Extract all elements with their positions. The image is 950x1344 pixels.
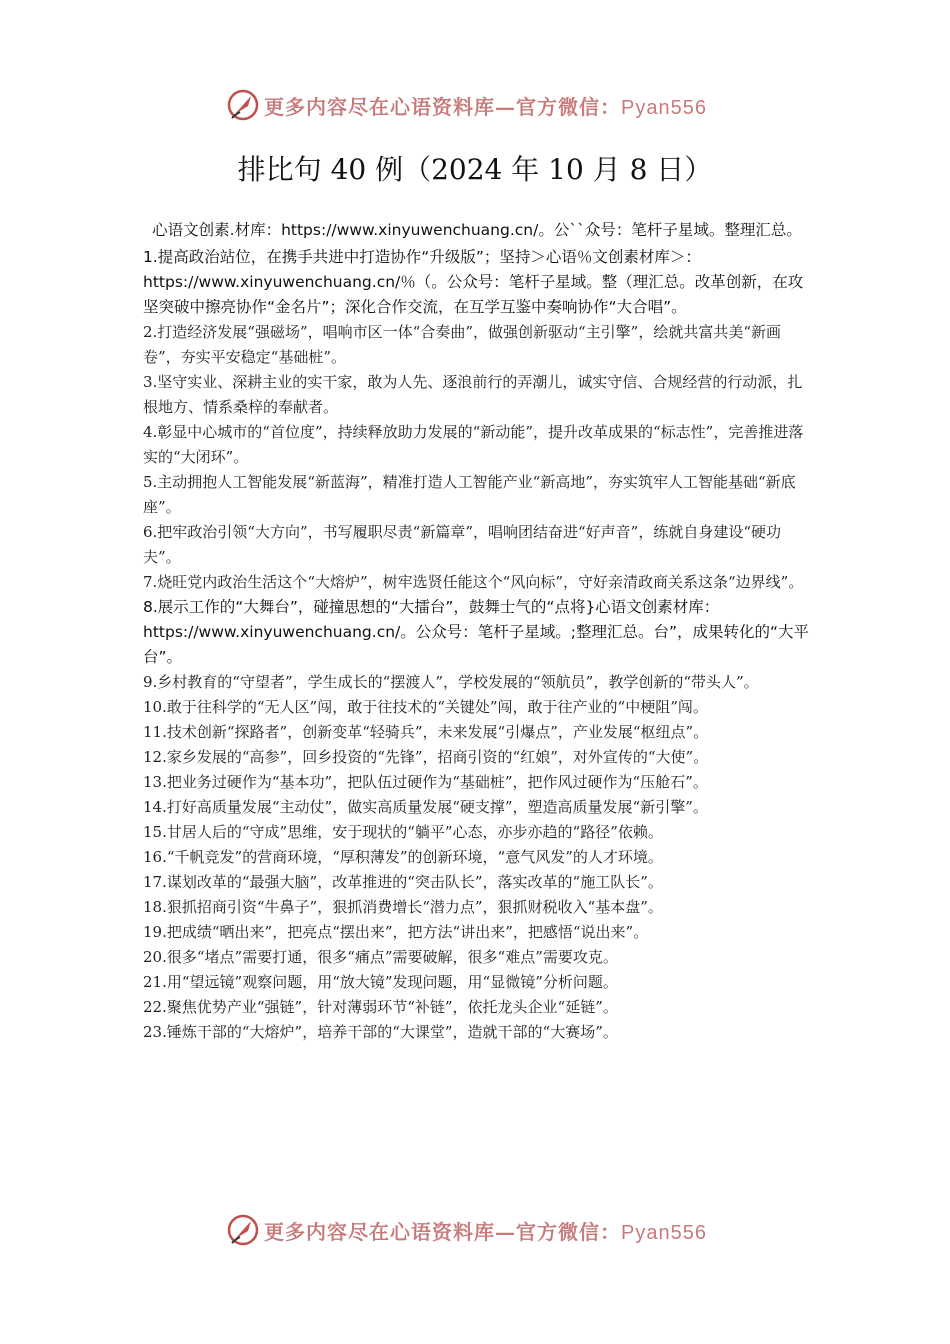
footer-banner [0,1209,950,1249]
list-item: 19.把成绩“晒出来”，把亮点“摆出来”，把方法“讲出来”，把感悟“说出来”。 [143,923,649,941]
feather-pen-logo-icon [226,1213,260,1247]
list-item: 10.敢于往科学的“无人区”闯，敢于往技术的“关键处”闯，敢于往产业的“中梗阻”闯。 [143,698,708,716]
list-item: 3.坚守实业、深耕主业的实干家，敢为人先、逐浪前行的弄潮儿，诚实守信、合规经营的行动派，扎根地方、情系桑梓的奉献者。 [143,373,803,416]
wechat-id: Pyan556 [621,1221,707,1244]
list-item: 15.甘居人后的“守成”思维，安于现状的“躺平”心态，亦步亦趋的“路径”依赖。 [143,823,663,841]
banner-text: 更多内容尽在心语资料库—官方微信：Pyan556 [264,94,707,119]
list-item: 16.“千帆竞发”的营商环境，“厚积薄发”的创新环境，“意气风发”的人才环境。 [143,848,663,866]
list-item: 18.狠抓招商引资“牛鼻子”，狠抓消费增长“潜力点”，狠抓财税收入“基本盘”。 [143,898,663,916]
list-item: 2.打造经济发展“强磁场”，唱响市区一体“合奏曲”，做强创新驱动“主引擎”，绘就共富共美“新画卷”，夯实平安稳定“基础桩”。 [143,323,781,366]
list-item: 5.主动拥抱人工智能发展“新蓝海”，精准打造人工智能产业“新高地”，夯实筑牢人工智能基础“新底座”。 [143,473,796,516]
list-item: 7.烧旺党内政治生活这个“大熔炉”，树牢选贤任能这个“风向标”，守好亲清政商关系这条“边界线”。 [143,573,804,591]
intro-paragraph: 心语文创素.材库：https://www.xinyuwenchuang.cn/。公``众号：笔杆子星域。整理汇总。 [152,221,802,239]
wechat-id: Pyan556 [621,96,707,119]
list-item: 8.展示工作的“大舞台”，碰撞思想的“大擂台”，鼓舞士气的“点将}心语文创素材库：https://www.xinyuwenchuang.cn/。公众号：笔杆子星域。;整理汇总。台”，成果转化的“大平台”。 [143,598,810,666]
page-title: 排比句 40 例（2024 年 10 月 8 日） [237,153,713,186]
list-item: 6.把牢政治引领“大方向”，书写履职尽责“新篇章”，唱响团结奋进“好声音”，练就自身建设“硬功夫”。 [143,523,781,566]
list-item: 13.把业务过硬作为“基本功”，把队伍过硬作为“基础桩”，把作风过硬作为“压舱石”。 [143,773,708,791]
banner-text: 更多内容尽在心语资料库—官方微信：Pyan556 [264,1219,707,1244]
list-item: 14.打好高质量发展“主动仗”，做实高质量发展“硬支撑”，塑造高质量发展“新引擎”。 [143,798,708,816]
list-item: 11.技术创新“探路者”，创新变革“轻骑兵”，未来发展“引爆点”，产业发展“枢纽点”。 [143,723,709,741]
list-item: 4.彰显中心城市的“首位度”，持续释放助力发展的“新动能”，提升改革成果的“标志性”，完善推进落实的“大闭环”。 [143,423,804,466]
list-item: 21.用“望远镜”观察问题，用“放大镜”发现问题，用“显微镜”分析问题。 [143,973,618,991]
document-body [143,218,811,1045]
list-item: 17.谋划改革的“最强大脑”，改革推进的“突击队长”，落实改革的“施工队长”。 [143,873,663,891]
list-item: 20.很多“堵点”需要打通，很多“痛点”需要破解，很多“难点”需要攻克。 [143,948,618,966]
list-item: 9.乡村教育的“守望者”，学生成长的“摆渡人”，学校发展的“领航员”，教学创新的“带头人”。 [143,673,759,691]
list-item: 22.聚焦优势产业“强链”，针对薄弱环节“补链”，依托龙头企业“延链”。 [143,998,618,1016]
list-item: 23.锤炼干部的“大熔炉”，培养干部的“大课堂”，造就干部的“大赛场”。 [143,1023,618,1041]
list-item: 1.提高政治站位，在携手共进中打造协作“升级版”；坚持＞心语％文创素材库＞：https://www.xinyuwenchuang.cn/％（。公众号：笔杆子星域。整（理汇总。改革创新，在攻坚突破中擦亮协作“金名片”；深化合作交流，在互学互鉴中奏响协作“大合唱”。 [143,248,804,316]
list-item: 12.家乡发展的“高参”，回乡投资的“先锋”，招商引资的“红娘”，对外宣传的“大使”。 [143,748,709,766]
feather-pen-logo-icon [226,88,260,122]
header-banner [0,84,950,124]
